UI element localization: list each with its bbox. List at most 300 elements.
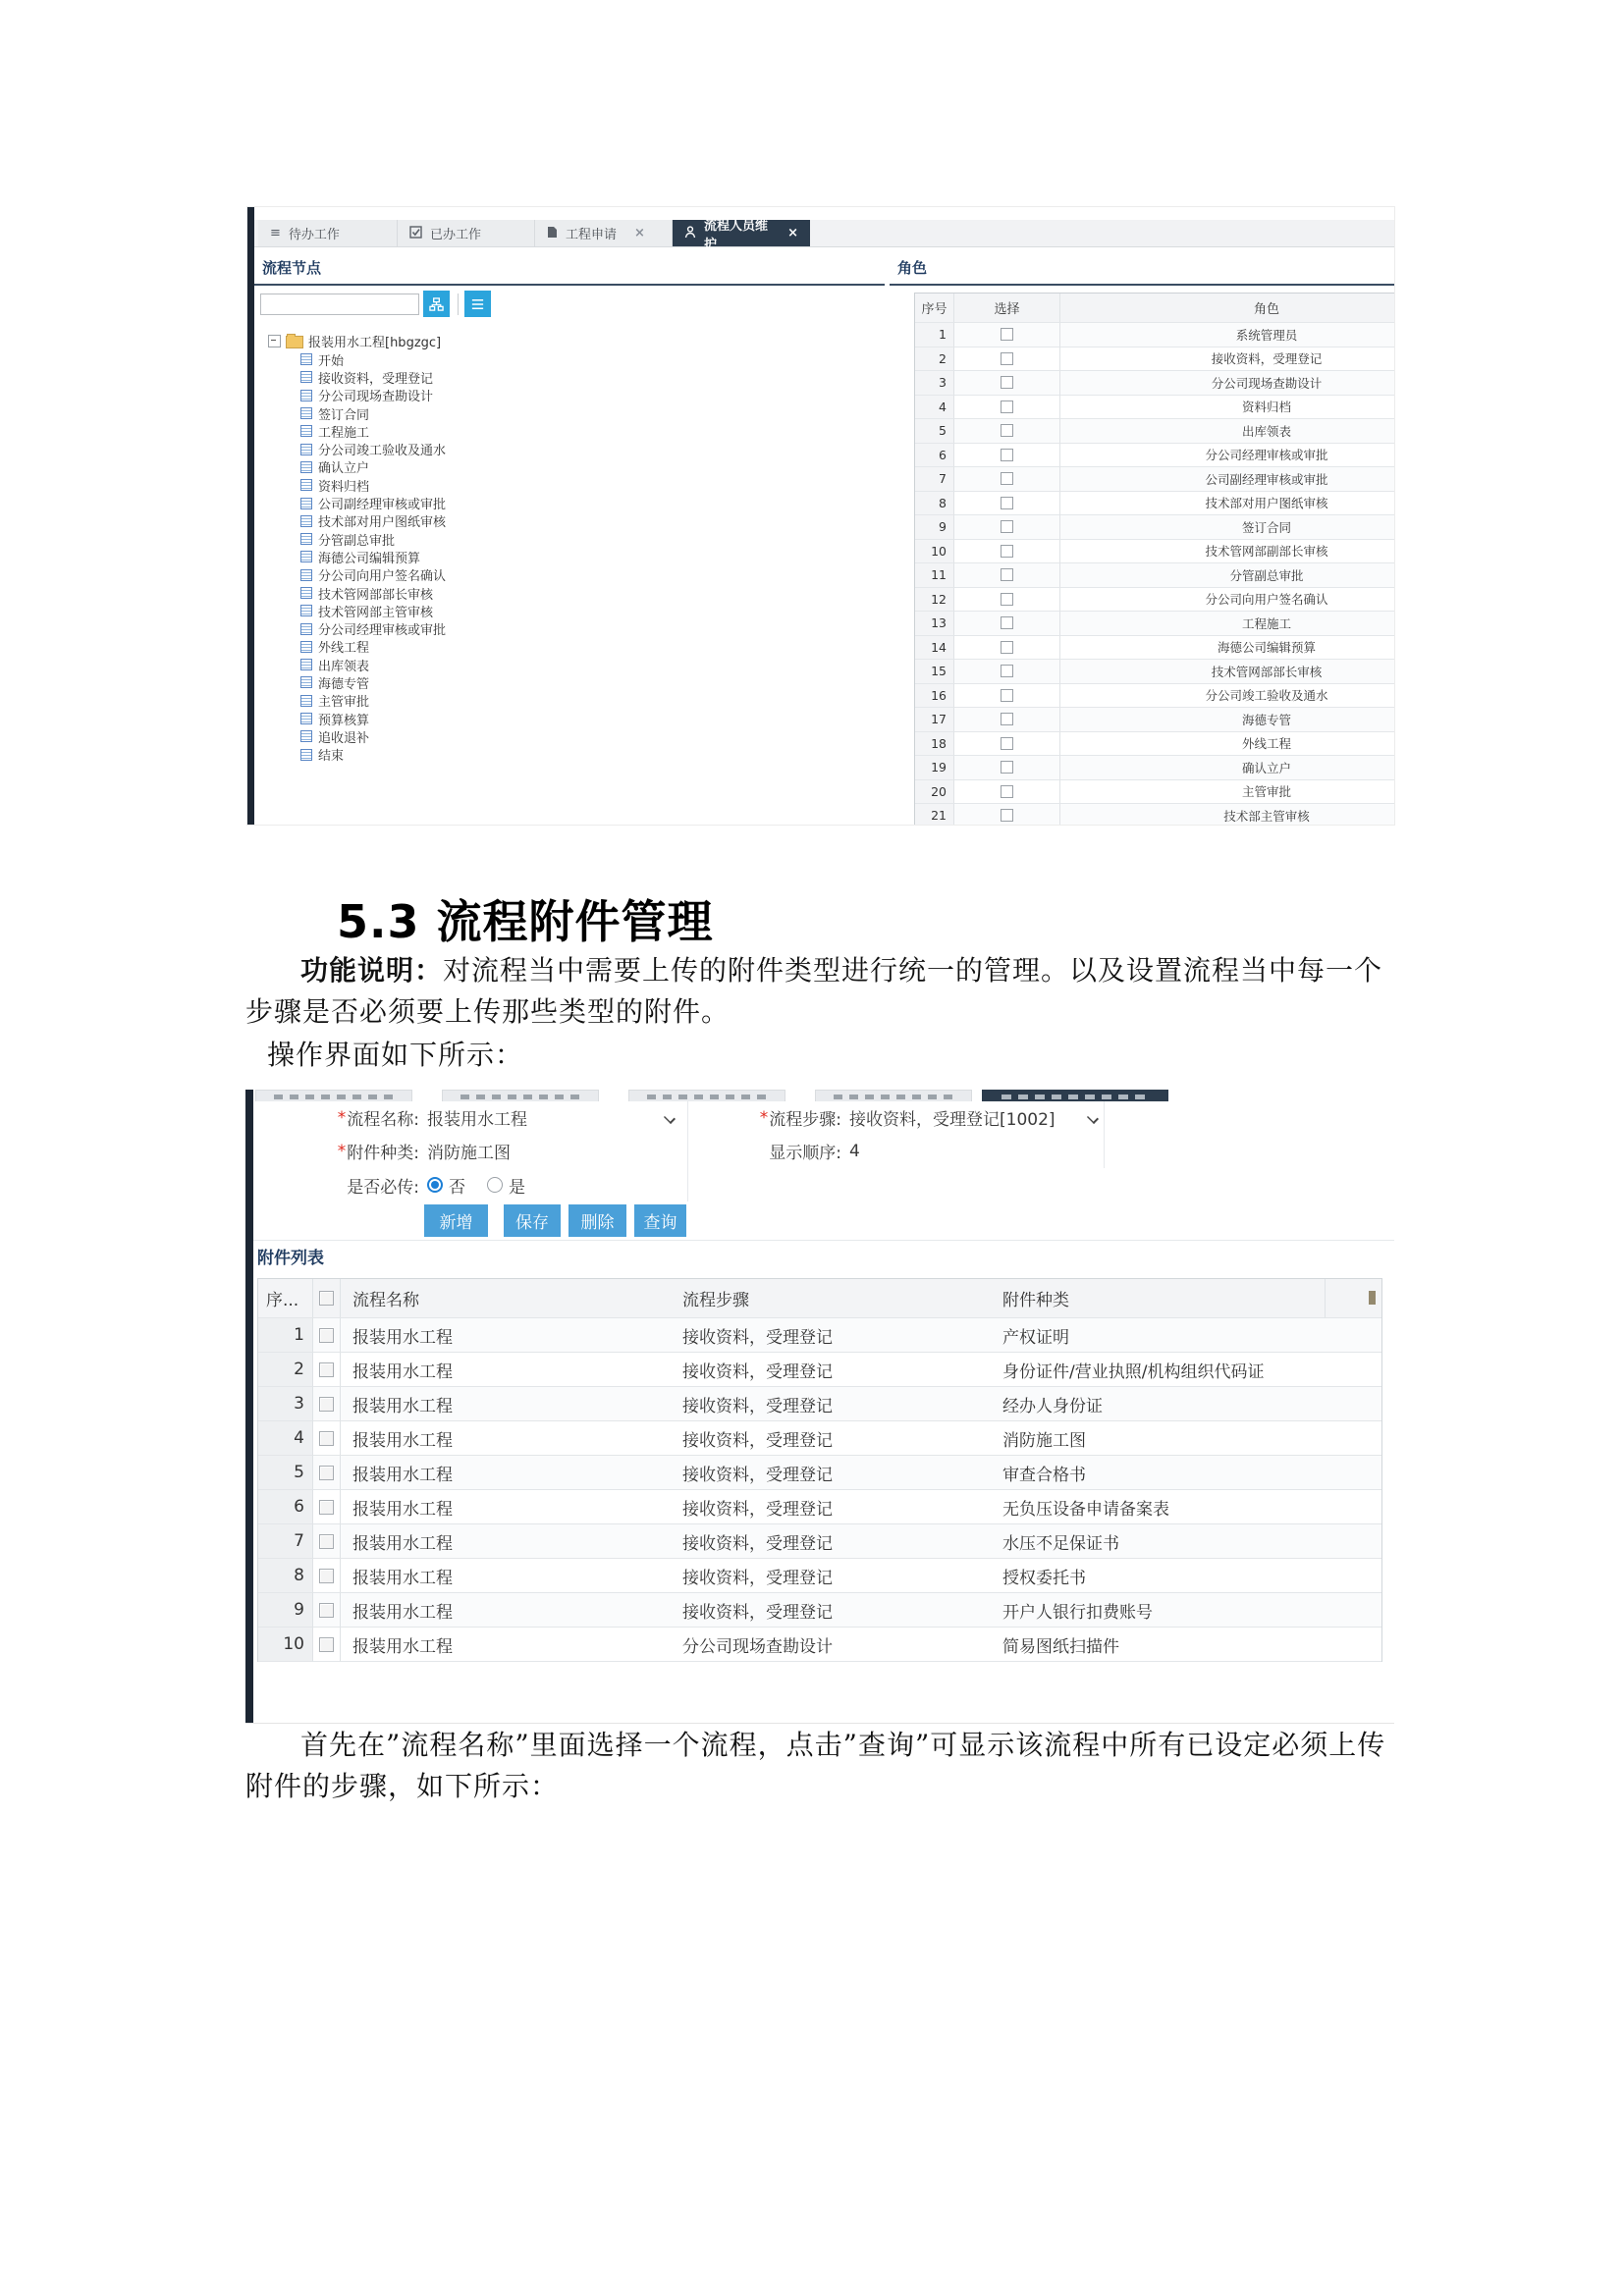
role-name: 分公司向用户签名确认: [1060, 588, 1394, 613]
process-name-cell: 报装用水工程: [341, 1318, 671, 1353]
process-step-cell: 接收资料，受理登记: [671, 1593, 991, 1628]
select-cell: [313, 1456, 341, 1490]
tab-partial[interactable]: [628, 1090, 785, 1101]
table-row: [258, 1593, 1381, 1628]
paragraph-text: 步骤是否必须要上传那些类型的附件。: [245, 995, 731, 1028]
role-name: 分公司经理审核或审批: [1060, 444, 1394, 468]
select-cell: [954, 804, 1060, 825]
row-checkbox[interactable]: [1001, 785, 1013, 798]
row-checkbox[interactable]: [1001, 376, 1013, 389]
tree-node-label: 分管副总审批: [318, 533, 396, 549]
tree-node-list: [254, 350, 885, 764]
row-checkbox[interactable]: [1001, 497, 1013, 509]
row-checkbox[interactable]: [1001, 545, 1013, 558]
row-checkbox[interactable]: [1001, 737, 1013, 750]
tree-node-label: 公司副经理审核或审批: [318, 498, 447, 513]
list-view-button[interactable]: [464, 291, 491, 317]
cell-divider: [1104, 1134, 1105, 1168]
expand-tree-button[interactable]: [423, 291, 450, 317]
selected-value: 报装用水工程: [427, 1110, 527, 1130]
select-cell: [954, 612, 1060, 636]
table-row: [915, 756, 1394, 780]
tree-node[interactable]: [254, 368, 885, 386]
process-name-cell: 报装用水工程: [341, 1456, 671, 1490]
table-row: [258, 1524, 1381, 1559]
column-header-select: 选择: [954, 294, 1060, 323]
attachment-type-cell: 经办人身份证: [991, 1387, 1325, 1421]
table-row: [915, 396, 1394, 420]
row-checkbox[interactable]: [319, 1362, 334, 1377]
role-name: 确认立户: [1060, 756, 1394, 780]
table-row: [258, 1559, 1381, 1593]
tree-node-label: 开始: [318, 353, 345, 369]
select-cell: [954, 396, 1060, 420]
select-cell: [954, 540, 1060, 564]
form-row-required: [253, 1168, 1394, 1202]
tab-bar: [254, 218, 1394, 252]
row-checkbox[interactable]: [1001, 641, 1013, 654]
tree-node[interactable]: [254, 494, 885, 511]
row-checkbox[interactable]: [1001, 400, 1013, 413]
select-cell: [954, 492, 1060, 516]
process-step-select[interactable]: [849, 1101, 1056, 1134]
row-checkbox[interactable]: [1001, 665, 1013, 677]
chevron-down-icon[interactable]: [665, 1112, 675, 1122]
row-checkbox[interactable]: [1001, 689, 1013, 702]
table-row: [915, 515, 1394, 540]
row-number: 3: [258, 1387, 313, 1421]
select-cell: [313, 1387, 341, 1421]
display-order-label: [695, 1134, 841, 1168]
select-cell: [954, 708, 1060, 732]
node-icon: [300, 587, 312, 599]
select-cell: [954, 563, 1060, 588]
tree-node[interactable]: [254, 656, 885, 673]
tree-node[interactable]: [254, 422, 885, 440]
select-cell: [954, 756, 1060, 780]
table-row: [915, 444, 1394, 468]
table-row: [915, 492, 1394, 516]
row-number: 18: [915, 732, 954, 757]
row-number: 14: [915, 636, 954, 661]
attachment-table: [257, 1278, 1382, 1662]
row-checkbox[interactable]: [319, 1637, 334, 1652]
row-checkbox[interactable]: [319, 1466, 334, 1480]
row-number: 2: [915, 347, 954, 372]
row-number: 2: [258, 1353, 313, 1387]
tree-node[interactable]: [254, 548, 885, 565]
role-name: 外线工程: [1060, 732, 1394, 757]
clipped-cell: [1325, 1353, 1381, 1387]
role-name: 接收资料，受理登记: [1060, 347, 1394, 372]
table-row: [915, 612, 1394, 636]
attachment-type-cell: 审查合格书: [991, 1456, 1325, 1490]
select-cell: [954, 467, 1060, 492]
attachment-type-cell: 开户人银行扣费账号: [991, 1593, 1325, 1628]
radio-yes[interactable]: [487, 1177, 503, 1193]
row-checkbox[interactable]: [1001, 809, 1013, 822]
tab-label: 工程申请: [566, 228, 618, 242]
tree-node[interactable]: [254, 746, 885, 764]
tree-node[interactable]: [254, 350, 885, 368]
row-checkbox[interactable]: [319, 1328, 334, 1343]
radio-no[interactable]: [427, 1177, 443, 1193]
function-description-label: 功能说明：: [300, 954, 444, 987]
paragraph-text: 对流程当中需要上传的附件类型进行统一的管理。以及设置流程当中每一个: [443, 954, 1383, 987]
row-checkbox[interactable]: [1001, 568, 1013, 581]
row-checkbox[interactable]: [1001, 593, 1013, 606]
tree-toolbar: [254, 290, 885, 323]
role-name: 公司副经理审核或审批: [1060, 467, 1394, 492]
row-checkbox[interactable]: [319, 1397, 334, 1412]
select-all-cell: [313, 1279, 341, 1318]
attachment-list-title: 附件列表: [257, 1249, 324, 1268]
row-checkbox[interactable]: [1001, 449, 1013, 461]
column-header-role: 角色: [1060, 294, 1394, 323]
row-number: 17: [915, 708, 954, 732]
row-number: 5: [258, 1456, 313, 1490]
select-cell: [954, 444, 1060, 468]
tree-node-label: 追收退补: [318, 730, 370, 746]
process-step-cell: 接收资料，受理登记: [671, 1387, 991, 1421]
row-number: 3: [915, 371, 954, 396]
select-cell: [313, 1559, 341, 1593]
attachment-type-cell: 产权证明: [991, 1318, 1325, 1353]
label-text: 流程名称:: [347, 1110, 419, 1130]
tree-node[interactable]: [254, 512, 885, 530]
role-name: 出库领表: [1060, 419, 1394, 444]
select-cell: [954, 660, 1060, 684]
row-checkbox[interactable]: [1001, 328, 1013, 341]
tree-search-input[interactable]: [260, 294, 419, 315]
tree-node-label: 技术管网部主管审核: [318, 605, 434, 620]
column-header-name: 流程名称: [341, 1279, 671, 1318]
attachment-management-screenshot: [245, 1090, 1394, 1724]
process-step-cell: 分公司现场查勘设计: [671, 1628, 991, 1662]
process-name-select[interactable]: [427, 1101, 527, 1134]
add-button[interactable]: 新增: [424, 1204, 488, 1237]
node-icon: [300, 533, 312, 545]
form-button-row: [253, 1201, 1394, 1241]
role-name: 主管审批: [1060, 780, 1394, 805]
role-name: 分公司竣工验收及通水: [1060, 684, 1394, 709]
section-heading: 5.3 流程附件管理: [337, 895, 714, 948]
node-icon: [300, 676, 312, 688]
ui-shown-below-paragraph: 操作界面如下所示：: [267, 1039, 524, 1071]
role-name: 工程施工: [1060, 612, 1394, 636]
select-cell: [954, 588, 1060, 613]
radio-no-label: 否: [449, 1177, 465, 1198]
tree-node[interactable]: [254, 710, 885, 727]
clipped-cell: [1325, 1387, 1381, 1421]
tree-root-node[interactable]: [254, 331, 885, 350]
close-icon[interactable]: ×: [787, 226, 798, 240]
select-cell: [954, 636, 1060, 661]
tab-done-work[interactable]: [398, 220, 535, 246]
row-number: 16: [915, 684, 954, 709]
node-icon: [300, 371, 312, 383]
instruction-paragraph: [245, 1725, 1463, 1807]
select-cell: [313, 1593, 341, 1628]
table-row: [915, 371, 1394, 396]
table-row: [258, 1421, 1381, 1456]
table-row: [915, 323, 1394, 347]
attachment-type-cell: 水压不足保证书: [991, 1524, 1325, 1559]
table-row: [258, 1318, 1381, 1353]
function-description-paragraph: [245, 950, 1463, 1033]
tree-node[interactable]: [254, 584, 885, 602]
tree-node-label: 主管审批: [318, 695, 370, 711]
tree-node-label: 接收资料，受理登记: [318, 371, 434, 387]
close-icon[interactable]: ×: [634, 226, 645, 240]
cell-divider: [1104, 1101, 1105, 1134]
select-cell: [954, 323, 1060, 347]
column-header-step: 流程步骤: [671, 1279, 991, 1318]
process-step-cell: 接收资料，受理登记: [671, 1456, 991, 1490]
tree-node[interactable]: [254, 638, 885, 656]
table-row: [258, 1628, 1381, 1662]
row-number: 7: [915, 467, 954, 492]
node-icon: [300, 551, 312, 562]
clipped-column-fragment: [1325, 1279, 1381, 1318]
form-row-process: [253, 1101, 1394, 1135]
node-icon: [300, 515, 312, 527]
attachment-type-field[interactable]: [427, 1134, 511, 1168]
row-checkbox[interactable]: [319, 1569, 334, 1583]
tree-node[interactable]: [254, 727, 885, 745]
row-checkbox[interactable]: [1001, 713, 1013, 725]
process-step-cell: 接收资料，受理登记: [671, 1318, 991, 1353]
panel-title-roles: 角色: [890, 251, 1394, 286]
clipped-cell: [1325, 1628, 1381, 1662]
column-header-no: 序...: [258, 1279, 313, 1318]
process-name-cell: 报装用水工程: [341, 1353, 671, 1387]
role-name: 签订合同: [1060, 515, 1394, 540]
toolbar-separator: [458, 294, 459, 315]
row-checkbox[interactable]: [1001, 472, 1013, 485]
process-step-cell: 接收资料，受理登记: [671, 1490, 991, 1524]
tab-partial[interactable]: [442, 1090, 599, 1101]
radio-yes-label: 是: [509, 1177, 525, 1198]
table-row: [915, 660, 1394, 684]
tab-label: 待办工作: [288, 228, 340, 242]
row-number: 13: [915, 612, 954, 636]
table-row: [915, 732, 1394, 757]
attachment-type-cell: 授权委托书: [991, 1559, 1325, 1593]
row-number: 5: [915, 419, 954, 444]
query-button[interactable]: 查询: [634, 1204, 686, 1237]
column-header-type: 附件种类: [991, 1279, 1325, 1318]
clipped-cell: [1325, 1593, 1381, 1628]
tree-node-label: 分公司现场查勘设计: [318, 390, 434, 405]
row-number: 15: [915, 660, 954, 684]
tab-process-personnel[interactable]: [673, 218, 810, 252]
tree-node-label: 分公司经理审核或审批: [318, 623, 447, 639]
process-name-cell: 报装用水工程: [341, 1524, 671, 1559]
table-row: [915, 684, 1394, 709]
attachment-type-label: [253, 1134, 419, 1168]
node-icon: [300, 390, 312, 401]
row-checkbox[interactable]: [1001, 761, 1013, 774]
table-row: [915, 347, 1394, 372]
role-name: 分公司现场查勘设计: [1060, 371, 1394, 396]
row-number: 11: [915, 563, 954, 588]
select-cell: [954, 419, 1060, 444]
select-cell: [313, 1421, 341, 1456]
table-row: [915, 540, 1394, 564]
table-row: [915, 636, 1394, 661]
save-button[interactable]: 保存: [504, 1204, 561, 1237]
node-icon: [300, 444, 312, 455]
tree-node[interactable]: [254, 566, 885, 584]
row-checkbox[interactable]: [1001, 616, 1013, 629]
document-icon: [547, 226, 558, 241]
clipped-cell: [1325, 1559, 1381, 1593]
row-number: 12: [915, 588, 954, 613]
row-checkbox[interactable]: [1001, 520, 1013, 533]
node-icon: [300, 641, 312, 653]
cell-divider: [687, 1168, 688, 1201]
process-node-tree: [254, 331, 885, 764]
display-order-field[interactable]: [849, 1134, 860, 1168]
process-step-cell: 接收资料，受理登记: [671, 1421, 991, 1456]
node-icon: [300, 498, 312, 509]
roles-table-body: [915, 323, 1394, 825]
tree-node-label: 工程施工: [318, 425, 370, 441]
node-icon: [300, 695, 312, 707]
node-icon: [300, 425, 312, 437]
tab-label: 流程人员维护: [704, 218, 769, 252]
table-row: [915, 780, 1394, 805]
table-row: [258, 1353, 1381, 1387]
table-row: [915, 588, 1394, 613]
tree-node[interactable]: [254, 692, 885, 710]
required-radio-group: [427, 1168, 547, 1201]
process-name-cell: 报装用水工程: [341, 1421, 671, 1456]
chevron-down-icon[interactable]: [1088, 1112, 1098, 1122]
clipped-cell: [1325, 1524, 1381, 1559]
select-all-checkbox[interactable]: [319, 1291, 334, 1306]
row-number: 4: [915, 396, 954, 420]
list-icon: ≡: [270, 226, 281, 240]
row-checkbox[interactable]: [1001, 424, 1013, 437]
field-value: 4: [849, 1141, 860, 1161]
node-icon: [300, 407, 312, 419]
tree-node-label: 海德专管: [318, 677, 370, 692]
label-text: 附件种类:: [347, 1144, 419, 1163]
tree-node[interactable]: [254, 440, 885, 457]
row-checkbox[interactable]: [319, 1603, 334, 1618]
row-checkbox[interactable]: [319, 1500, 334, 1515]
role-name: 分管副总审批: [1060, 563, 1394, 588]
paragraph-text: 首先在”流程名称”里面选择一个流程，点击”查询”可显示该流程中所有已设定必须上传: [300, 1729, 1386, 1761]
collapse-icon[interactable]: [268, 335, 281, 347]
row-checkbox[interactable]: [1001, 352, 1013, 365]
process-name-label: [253, 1101, 419, 1134]
row-number: 6: [258, 1490, 313, 1524]
tree-node[interactable]: [254, 404, 885, 422]
tree-node[interactable]: [254, 602, 885, 619]
node-icon: [300, 623, 312, 635]
folder-icon: [286, 336, 303, 348]
table-row: [915, 467, 1394, 492]
required-marker: *: [759, 1107, 769, 1128]
row-checkbox[interactable]: [319, 1431, 334, 1446]
label-text: 显示顺序:: [769, 1144, 841, 1163]
row-number: 8: [915, 492, 954, 516]
table-row: [258, 1490, 1381, 1524]
role-name: 技术管网部部长审核: [1060, 660, 1394, 684]
process-name-cell: 报装用水工程: [341, 1593, 671, 1628]
process-name-cell: 报装用水工程: [341, 1559, 671, 1593]
process-step-cell: 接收资料，受理登记: [671, 1353, 991, 1387]
tree-node-label: 分公司竣工验收及通水: [318, 444, 447, 459]
required-marker: *: [337, 1141, 347, 1161]
row-checkbox[interactable]: [319, 1534, 334, 1549]
row-number: 21: [915, 804, 954, 825]
table-row: [258, 1456, 1381, 1490]
process-step-cell: 接收资料，受理登记: [671, 1559, 991, 1593]
tree-node[interactable]: [254, 673, 885, 691]
tree-node-label: 签订合同: [318, 407, 370, 423]
tree-node-label: 确认立户: [318, 461, 370, 477]
row-number: 9: [258, 1593, 313, 1628]
select-cell: [954, 347, 1060, 372]
process-name-cell: 报装用水工程: [341, 1490, 671, 1524]
process-node-panel: [254, 251, 885, 825]
process-name-cell: 报装用水工程: [341, 1628, 671, 1662]
required-marker: *: [337, 1107, 347, 1128]
tab-project-apply[interactable]: [535, 220, 673, 246]
field-value: 消防施工图: [427, 1144, 511, 1163]
tree-node[interactable]: [254, 458, 885, 476]
tab-partial[interactable]: [815, 1090, 972, 1101]
role-name: 资料归档: [1060, 396, 1394, 420]
node-icon: [300, 569, 312, 581]
roles-panel: [890, 251, 1394, 825]
attachment-type-cell: 消防施工图: [991, 1421, 1325, 1456]
clipped-cell: [1325, 1456, 1381, 1490]
process-name-cell: 报装用水工程: [341, 1387, 671, 1421]
clipped-cell: [1325, 1421, 1381, 1456]
tree-node[interactable]: [254, 476, 885, 494]
role-name: 系统管理员: [1060, 323, 1394, 347]
row-number: 6: [915, 444, 954, 468]
roles-table: [914, 293, 1394, 825]
row-number: 9: [915, 515, 954, 540]
workflow-roles-screenshot: [246, 206, 1395, 826]
left-dark-bar: [247, 207, 254, 825]
tree-node[interactable]: [254, 387, 885, 404]
row-number: 1: [258, 1318, 313, 1353]
tab-todo-work[interactable]: [258, 220, 398, 246]
tab-partial[interactable]: [255, 1090, 412, 1101]
select-cell: [954, 371, 1060, 396]
select-cell: [313, 1524, 341, 1559]
process-step-cell: 接收资料，受理登记: [671, 1524, 991, 1559]
tree-node[interactable]: [254, 530, 885, 548]
select-cell: [954, 780, 1060, 805]
delete-button[interactable]: 删除: [568, 1204, 626, 1237]
tree-node-label: 分公司向用户签名确认: [318, 569, 447, 585]
roles-table-header: [915, 294, 1394, 323]
tree-root-label: 报装用水工程[hbgzgc]: [308, 335, 442, 350]
row-number: 1: [915, 323, 954, 347]
required-upload-label: [253, 1168, 419, 1201]
tree-node[interactable]: [254, 619, 885, 637]
role-name: 技术部对用户图纸审核: [1060, 492, 1394, 516]
clipped-cell: [1325, 1318, 1381, 1353]
